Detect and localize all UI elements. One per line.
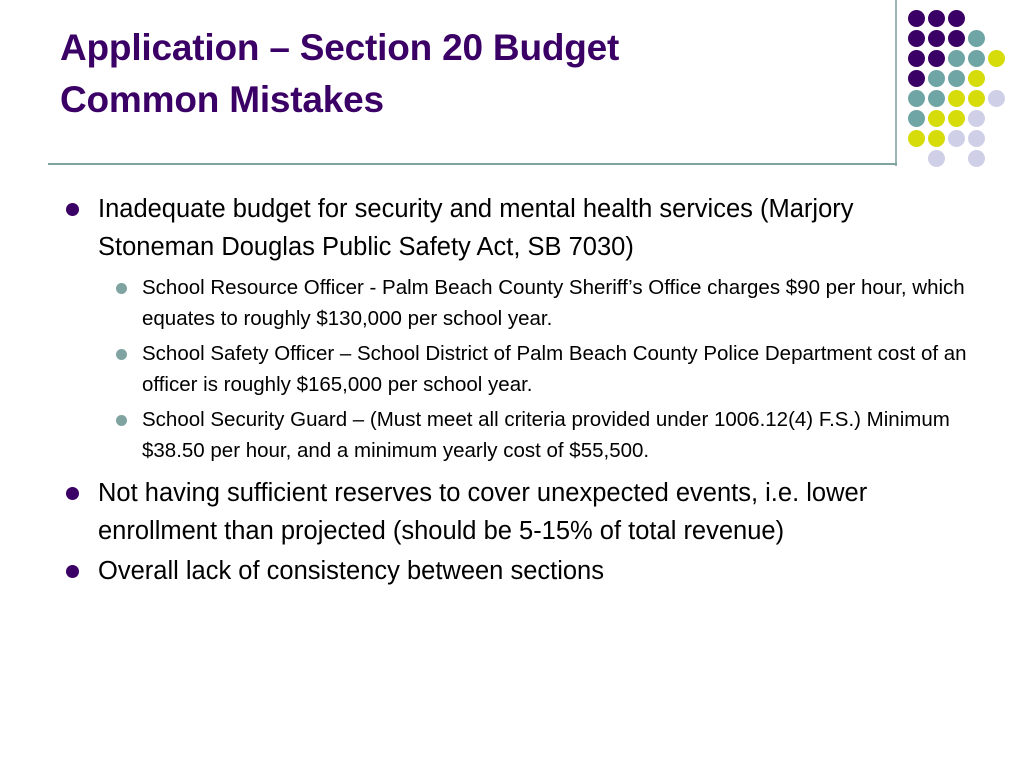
bullet-marker-icon: [66, 487, 79, 500]
dot-yellow: [928, 130, 945, 147]
sub-bullet-list: [0, 272, 1024, 466]
dot-teal: [928, 90, 945, 107]
dot-teal: [928, 70, 945, 87]
bullet-level1: [0, 552, 930, 590]
dot-teal: [908, 110, 925, 127]
title-divider: [48, 163, 897, 165]
page-title: [60, 22, 870, 126]
dot-purple: [948, 10, 965, 27]
dot-teal: [948, 50, 965, 67]
dot-teal: [908, 90, 925, 107]
dot-yellow: [928, 110, 945, 127]
dot-purple: [928, 50, 945, 67]
dot-purple: [908, 10, 925, 27]
dot-lavender: [928, 150, 945, 167]
dot-yellow: [968, 70, 985, 87]
dot-yellow: [948, 110, 965, 127]
dot-purple: [908, 30, 925, 47]
bullet-level2: [0, 404, 985, 466]
title-line-2: Common Mistakes: [60, 79, 384, 120]
dot-purple: [948, 30, 965, 47]
bullet-level2: [0, 272, 985, 334]
dot-lavender: [968, 150, 985, 167]
dot-lavender: [968, 130, 985, 147]
dot-grid-decoration: [908, 10, 1020, 166]
sub-bullet-marker-icon: [116, 415, 127, 426]
bullet-level2: [0, 338, 985, 400]
bullet-level1: [0, 474, 930, 550]
dot-teal: [968, 30, 985, 47]
bullet-marker-icon: [66, 565, 79, 578]
dot-lavender: [948, 130, 965, 147]
dot-yellow: [968, 90, 985, 107]
body-placeholder: [0, 190, 1024, 592]
dot-purple: [928, 10, 945, 27]
bullet-level2-text: School Safety Officer – School District of Palm Beach County Police Department cost of an officer is roughly $165,000 per school year.: [142, 342, 967, 396]
dot-yellow: [988, 50, 1005, 67]
title-placeholder: [0, 0, 897, 166]
dot-lavender: [988, 90, 1005, 107]
dot-purple: [908, 70, 925, 87]
title-line-1: Application – Section 20 Budget: [60, 27, 620, 68]
bullet-level2-text: School Resource Officer - Palm Beach County Sheriff’s Office charges $90 per hour, which equates to roughly $130,000 per school year.: [142, 276, 965, 330]
bullet-marker-icon: [66, 203, 79, 216]
dot-lavender: [968, 110, 985, 127]
bullet-level1-text: Overall lack of consistency between sections: [98, 557, 604, 585]
sub-bullet-marker-icon: [116, 349, 127, 360]
sub-bullet-marker-icon: [116, 283, 127, 294]
dot-purple: [908, 50, 925, 67]
dot-yellow: [948, 90, 965, 107]
bullet-level1-text: Inadequate budget for security and mental health services (Marjory Stoneman Douglas Public Safety Act, SB 7030): [98, 195, 854, 261]
bullet-level2-text: School Security Guard – (Must meet all criteria provided under 1006.12(4) F.S.) Minimum $38.50 per hour, and a minimum yearly cost of $55,500.: [142, 408, 950, 462]
bullet-level1: [0, 190, 930, 266]
dot-teal: [948, 70, 965, 87]
dot-teal: [968, 50, 985, 67]
dot-yellow: [908, 130, 925, 147]
dot-purple: [928, 30, 945, 47]
bullet-level1-text: Not having sufficient reserves to cover unexpected events, i.e. lower enrollment than projected (should be 5-15% of total revenue): [98, 479, 868, 545]
